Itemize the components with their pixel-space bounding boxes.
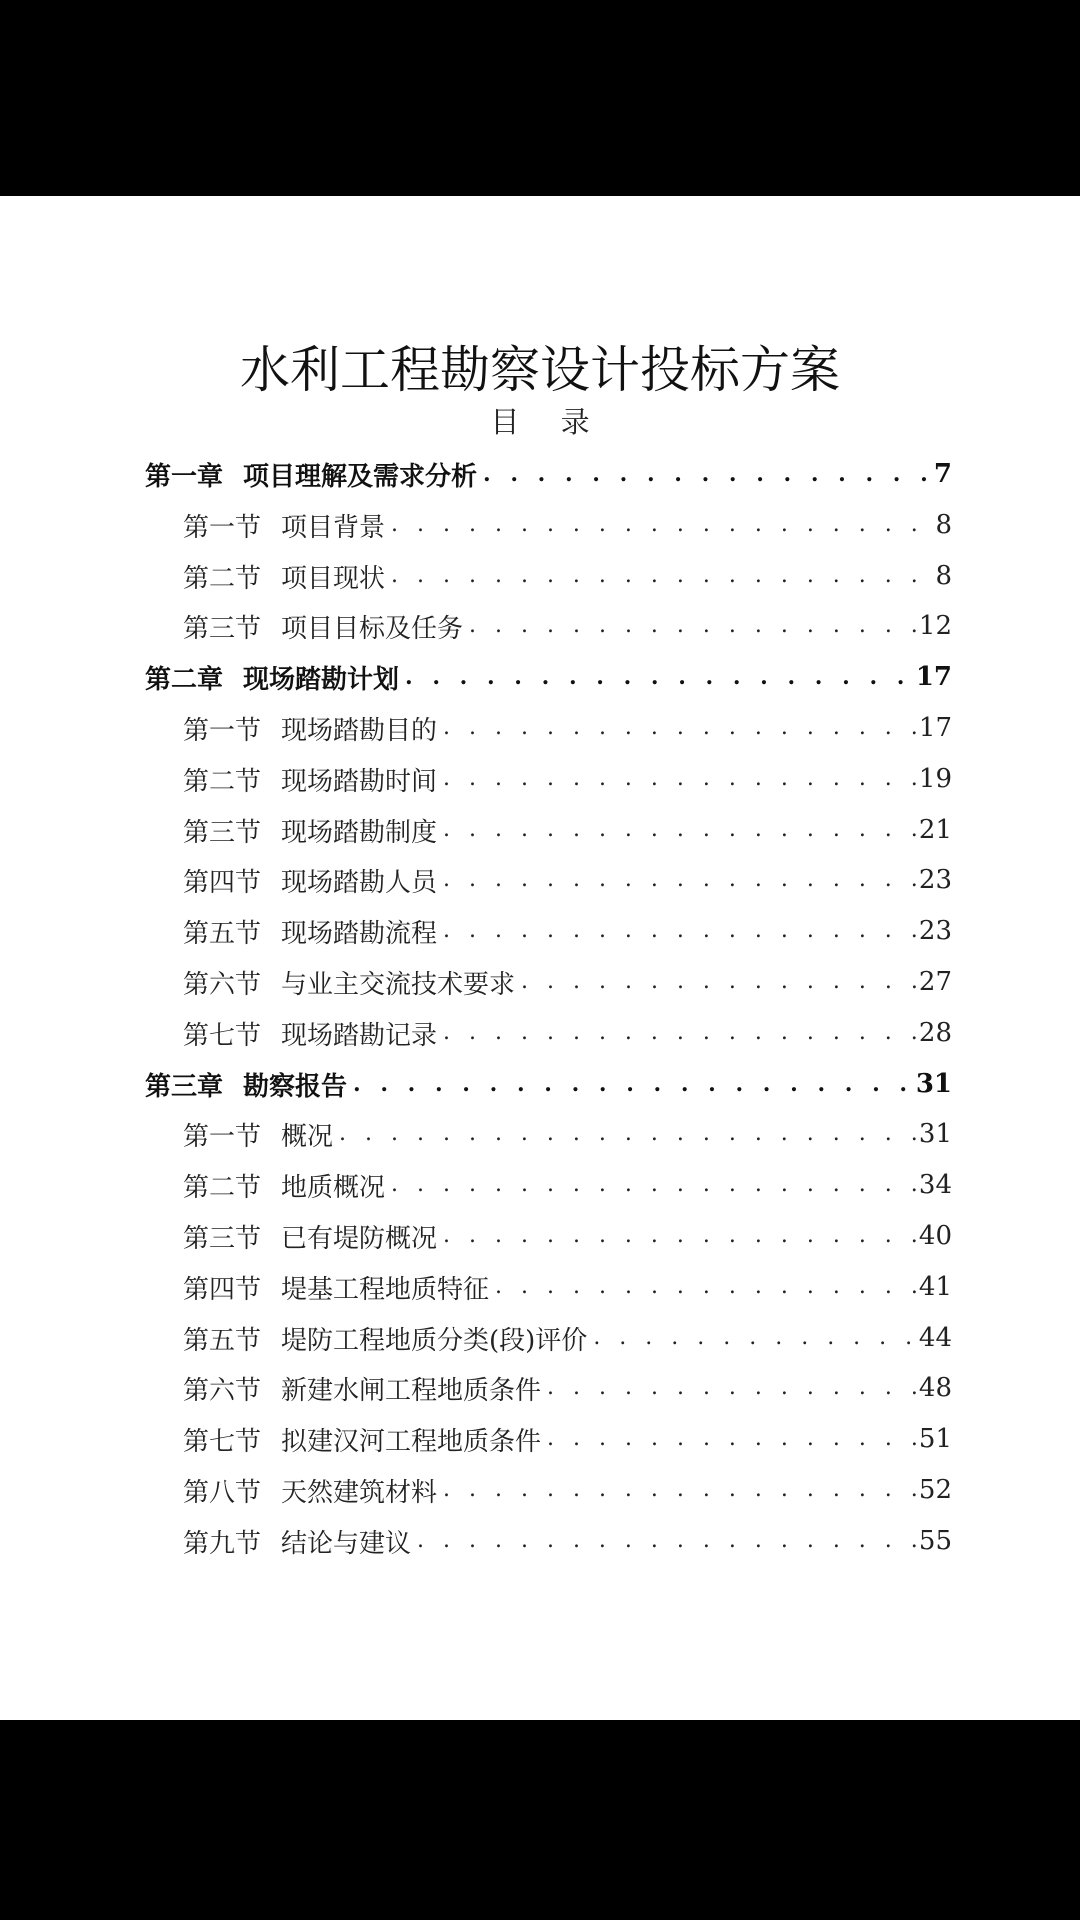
- toc-section-entry[interactable]: [183, 601, 952, 651]
- toc-section-entry[interactable]: [183, 703, 952, 753]
- toc-dot-leader: [385, 1174, 919, 1196]
- toc-entry-title: 结论与建议: [281, 1528, 412, 1559]
- toc-chapter-entry[interactable]: [145, 652, 952, 702]
- toc-entry-page-number: 51: [918, 1424, 952, 1454]
- toc-entry-page-number: 40: [918, 1221, 952, 1251]
- toc-section-entry[interactable]: [183, 1109, 952, 1159]
- toc-entry-title: 与业主交流技术要求: [281, 969, 516, 1000]
- toc-dot-leader: [411, 1530, 919, 1552]
- toc-entry-number: 第五节: [183, 918, 262, 949]
- toc-entry-page-number: 12: [918, 611, 952, 641]
- toc-entry-number: 第七节: [183, 1020, 262, 1051]
- toc-entry-title: 地质概况: [281, 1172, 386, 1203]
- toc-dot-leader: [515, 971, 919, 993]
- toc-entry-page-number: 55: [918, 1526, 952, 1556]
- toc-entry-number: 第一节: [183, 512, 262, 543]
- toc-entry-page-number: 41: [918, 1272, 952, 1302]
- toc-entry-number: 第六节: [183, 1375, 262, 1406]
- toc-entry-page-number: 8: [935, 561, 952, 591]
- toc-chapter-entry[interactable]: [145, 449, 952, 499]
- toc-dot-leader: [437, 869, 919, 891]
- toc-dot-leader: [541, 1377, 919, 1399]
- toc-dot-leader: [489, 1276, 919, 1298]
- toc-section-entry[interactable]: [183, 1516, 952, 1566]
- toc-section-entry[interactable]: [183, 1363, 952, 1413]
- toc-entry-number: 第三节: [183, 613, 262, 644]
- toc-dot-leader: [587, 1327, 919, 1349]
- toc-entry-number: 第四节: [183, 867, 262, 898]
- toc-dot-leader: [385, 514, 926, 536]
- toc-entry-number: 第一章: [145, 461, 224, 492]
- toc-entry-number: 第二节: [183, 766, 262, 797]
- toc-entry-title: 新建水闸工程地质条件: [281, 1375, 542, 1406]
- toc-dot-leader: [541, 1428, 919, 1450]
- toc-entry-title: 项目理解及需求分析: [243, 461, 478, 492]
- toc-entry-title: 天然建筑材料: [281, 1477, 438, 1508]
- toc-entry-title: 现场踏勘人员: [281, 867, 438, 898]
- toc-dot-leader: [437, 920, 919, 942]
- toc-section-entry[interactable]: [183, 855, 952, 905]
- toc-entry-page-number: 34: [918, 1170, 952, 1200]
- toc-section-entry[interactable]: [183, 957, 952, 1007]
- toc-section-entry[interactable]: [183, 805, 952, 855]
- toc-section-entry[interactable]: [183, 1160, 952, 1210]
- toc-section-entry[interactable]: [183, 1262, 952, 1312]
- toc-dot-leader: [399, 666, 916, 688]
- toc-entry-page-number: 19: [918, 764, 952, 794]
- toc-entry-page-number: 17: [918, 713, 952, 743]
- toc-entry-title: 现场踏勘记录: [281, 1020, 438, 1051]
- toc-entry-page-number: 23: [918, 916, 952, 946]
- toc-entry-title: 现场踏勘制度: [281, 817, 438, 848]
- toc-entry-title: 已有堤防概况: [281, 1223, 438, 1254]
- toc-dot-leader: [437, 819, 919, 841]
- toc-entry-number: 第八节: [183, 1477, 262, 1508]
- toc-entry-title: 项目目标及任务: [281, 613, 464, 644]
- toc-entry-page-number: 8: [935, 510, 952, 540]
- toc-dot-leader: [347, 1073, 916, 1095]
- toc-entry-number: 第二章: [145, 664, 224, 695]
- toc-entry-title: 拟建汉河工程地质条件: [281, 1426, 542, 1457]
- document-title: 水利工程勘察设计投标方案: [240, 341, 840, 399]
- toc-entry-page-number: 52: [918, 1475, 952, 1505]
- toc-section-entry[interactable]: [183, 1465, 952, 1515]
- toc-entry-number: 第三节: [183, 817, 262, 848]
- toc-dot-leader: [477, 463, 926, 485]
- toc-dot-leader: [385, 565, 926, 587]
- toc-chapter-entry[interactable]: [145, 1059, 952, 1109]
- toc-entry-title: 堤基工程地质特征: [281, 1274, 490, 1305]
- toc-section-entry[interactable]: [183, 1211, 952, 1261]
- toc-entry-page-number: 17: [915, 662, 952, 692]
- toc-section-entry[interactable]: [183, 551, 952, 601]
- toc-entry-title: 现场踏勘时间: [281, 766, 438, 797]
- toc-entry-number: 第二节: [183, 1172, 262, 1203]
- toc-entry-title: 项目背景: [281, 512, 386, 543]
- toc-dot-leader: [437, 1022, 919, 1044]
- toc-entry-number: 第六节: [183, 969, 262, 1000]
- toc-entry-number: 第一节: [183, 715, 262, 746]
- toc-entry-number: 第三节: [183, 1223, 262, 1254]
- toc-entry-title: 堤防工程地质分类(段)评价: [281, 1325, 588, 1356]
- toc-entry-title: 勘察报告: [243, 1071, 348, 1102]
- toc-heading: 目 录: [490, 405, 606, 439]
- toc-entry-number: 第一节: [183, 1121, 262, 1152]
- toc-entry-page-number: 27: [918, 967, 952, 997]
- toc-entry-number: 第七节: [183, 1426, 262, 1457]
- toc-entry-page-number: 23: [918, 865, 952, 895]
- toc-entry-title: 现场踏勘计划: [243, 664, 400, 695]
- toc-entry-number: 第二节: [183, 563, 262, 594]
- toc-entry-page-number: 31: [918, 1119, 952, 1149]
- toc-section-entry[interactable]: [183, 500, 952, 550]
- toc-entry-page-number: 31: [915, 1069, 952, 1099]
- toc-dot-leader: [437, 768, 919, 790]
- toc-section-entry[interactable]: [183, 1313, 952, 1363]
- toc-dot-leader: [463, 615, 919, 637]
- document-page: [0, 196, 1080, 1720]
- toc-section-entry[interactable]: [183, 906, 952, 956]
- toc-entry-number: 第九节: [183, 1528, 262, 1559]
- toc-entry-page-number: 21: [918, 815, 952, 845]
- toc-entry-title: 现场踏勘目的: [281, 715, 438, 746]
- toc-entry-page-number: 48: [918, 1373, 952, 1403]
- toc-entry-number: 第四节: [183, 1274, 262, 1305]
- toc-dot-leader: [333, 1123, 919, 1145]
- toc-dot-leader: [437, 1479, 919, 1501]
- toc-entry-page-number: 44: [918, 1323, 952, 1353]
- toc-dot-leader: [437, 717, 919, 739]
- toc-entry-title: 现场踏勘流程: [281, 918, 438, 949]
- toc-entry-title: 项目现状: [281, 563, 386, 594]
- toc-entry-page-number: 7: [933, 459, 952, 489]
- toc-entry-number: 第五节: [183, 1325, 262, 1356]
- toc-entry-title: 概况: [281, 1121, 334, 1152]
- toc-section-entry[interactable]: [183, 1008, 952, 1058]
- toc-section-entry[interactable]: [183, 1414, 952, 1464]
- toc-dot-leader: [437, 1225, 919, 1247]
- toc-section-entry[interactable]: [183, 754, 952, 804]
- toc-entry-number: 第三章: [145, 1071, 224, 1102]
- toc-entry-page-number: 28: [918, 1018, 952, 1048]
